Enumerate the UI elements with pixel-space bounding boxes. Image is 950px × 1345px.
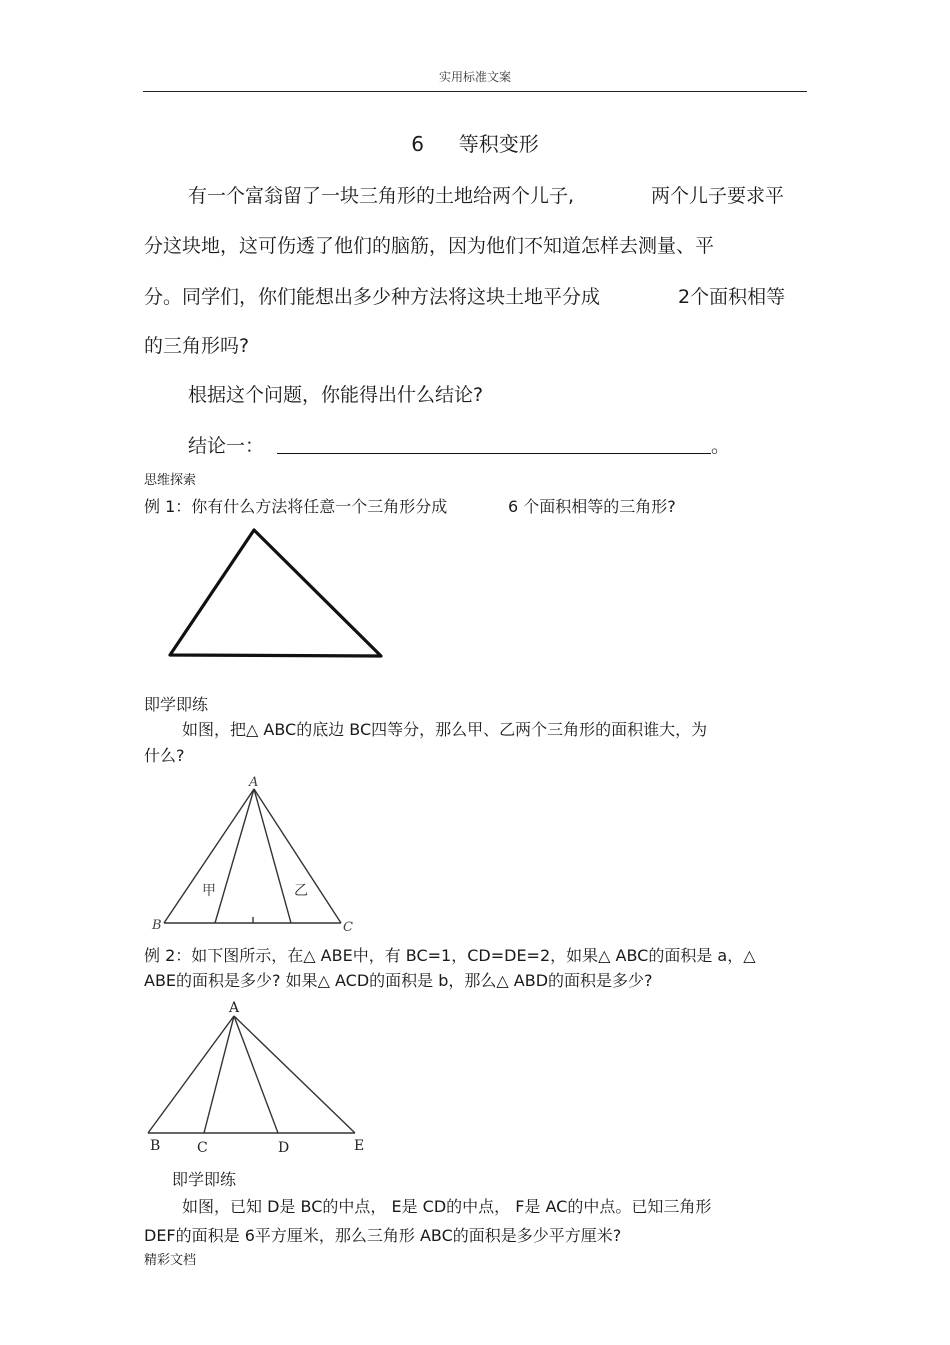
fig1-label-jia: 甲 — [202, 883, 216, 899]
practice1-line2: 什么? — [144, 746, 185, 765]
section-heading-thinking: 思维探索 — [144, 473, 197, 488]
practice1-heading: 即学即练 — [144, 695, 209, 714]
fig1-label-yi: 乙 — [294, 883, 308, 899]
intro-line1b: 两个儿子要求平 — [651, 185, 785, 207]
example2-line1: 例 2：如下图所示，在△ ABE中，有 BC=1，CD=DE=2，如果△ ABC的面积是 a，△ — [144, 946, 756, 965]
fig2-segment-ac — [204, 1016, 234, 1133]
fig2-side-ae — [234, 1016, 355, 1133]
example1-text-a: 例 1：你有什么方法将任意一个三角形分成 — [144, 497, 448, 516]
page-footer: 精彩文档 — [144, 1253, 197, 1268]
fig2-side-ab — [148, 1016, 234, 1133]
intro-line4: 的三角形吗? — [144, 335, 250, 357]
fig1-label-c: C — [343, 920, 353, 935]
fig1-label-a: A — [249, 775, 259, 790]
intro-line2: 分这块地，这可伤透了他们的脑筋，因为他们不知道怎样去测量、平 — [144, 235, 715, 257]
conclusion-label: 结论一： — [188, 435, 265, 457]
fig2-label-e: E — [354, 1138, 365, 1154]
example1-text-b: 6 个面积相等的三角形? — [508, 497, 676, 516]
fig2-label-a: A — [229, 1000, 240, 1016]
fig2-label-c: C — [197, 1140, 208, 1156]
title-text: 等积变形 — [458, 132, 539, 156]
practice2-line1: 如图，已知 D是 BC的中点， E是 CD的中点， F是 AC的中点。已知三角形 — [182, 1197, 712, 1216]
fig1-label-b: B — [152, 918, 162, 933]
intro-line3b: 2个面积相等 — [678, 286, 786, 308]
practice2-line2: DEF的面积是 6平方厘米，那么三角形 ABC的面积是多少平方厘米? — [144, 1226, 622, 1245]
title-number: 6 — [411, 132, 424, 156]
example2-line2: ABE的面积是多少? 如果△ ACD的面积是 b，那么△ ABD的面积是多少? — [144, 971, 653, 990]
fig2-label-b: B — [150, 1138, 161, 1154]
intro-question: 根据这个问题，你能得出什么结论? — [188, 384, 484, 406]
intro-line1a: 有一个富翁留了一块三角形的土地给两个儿子, — [188, 185, 575, 207]
fig2-segment-ad — [234, 1016, 278, 1133]
fig2-label-d: D — [278, 1140, 290, 1156]
page-header: 实用标准文案 — [438, 70, 511, 84]
intro-line3a: 分。同学们，你们能想出多少种方法将这块土地平分成 — [144, 286, 601, 308]
practice1-line1: 如图，把△ ABC的底边 BC四等分，那么甲、乙两个三角形的面积谁大，为 — [182, 720, 708, 739]
practice2-heading: 即学即练 — [172, 1170, 237, 1189]
conclusion-end: 。 — [711, 435, 731, 457]
